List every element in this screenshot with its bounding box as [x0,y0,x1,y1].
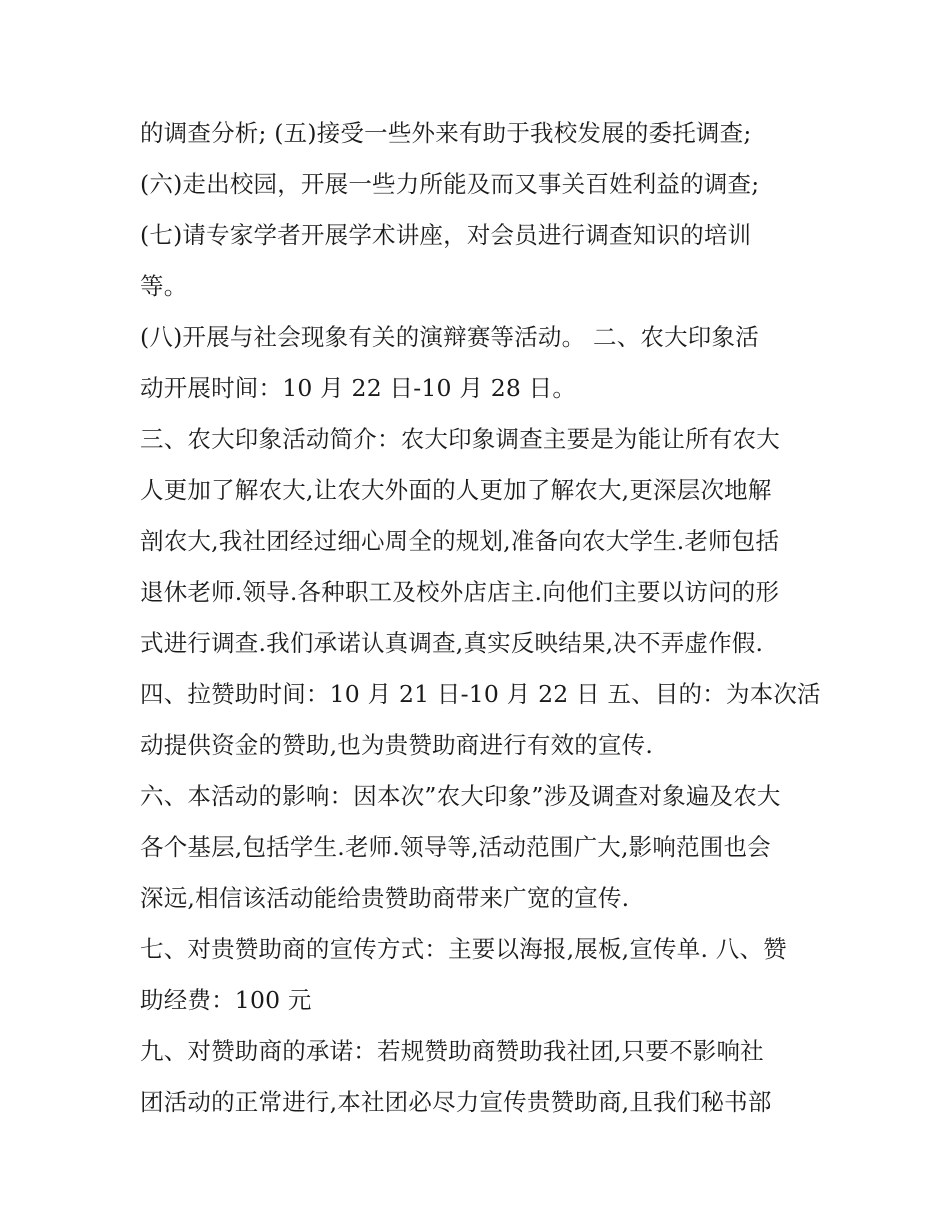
text-line: 剖农大,我社团经过细心周全的规划,准备向农大学生.老师包括 [140,527,780,555]
text-line: 七、对贵赞助商的宣传方式：主要以海报,展板,宣传单. 八、赞 [140,935,787,963]
text-line: 九、对赞助商的承诺：若规赞助商赞助我社团,只要不影响社 [140,1037,764,1065]
text-line: 六、本活动的影响：因本次”农大印象”涉及调查对象遍及农大 [140,782,781,810]
text-line: 各个基层,包括学生.老师.领导等,活动范围广大,影响范围也会 [140,833,771,861]
text-line: 等。 [140,272,188,300]
document-body [140,108,830,1128]
text-line: 三、农大印象活动简介：农大印象调查主要是为能让所有农大 [140,425,780,453]
text-line: 助经费：100 元 [140,986,312,1014]
text-line: 动提供资金的赞助,也为贵赞助商进行有效的宣传. [140,731,654,759]
text-line: 四、拉赞助时间：10 月 21 日-10 月 22 日 五、目的：为本次活 [140,680,821,708]
text-line: 团活动的正常进行,本社团必尽力宣传贵赞助商,且我们秘书部 [140,1088,772,1116]
text-line: (七)请专家学者开展学术讲座，对会员进行调查知识的培训 [140,221,752,249]
text-line: 动开展时间：10 月 22 日-10 月 28 日。 [140,374,577,402]
text-line: 人更加了解农大,让农大外面的人更加了解农大,更深层次地解 [140,476,772,504]
text-line: 的调查分析; (五)接受一些外来有助于我校发展的委托调查; [140,119,752,147]
text-line: (六)走出校园，开展一些力所能及而又事关百姓利益的调查; [140,170,760,198]
text-line: (八)开展与社会现象有关的演辩赛等活动。 二、农大印象活 [140,323,759,351]
text-line: 深远,相信该活动能给贵赞助商带来广宽的宣传. [140,884,630,912]
text-line: 退休老师.领导.各种职工及校外店店主.向他们主要以访问的形 [140,578,780,606]
text-line: 式进行调查.我们承诺认真调查,真实反映结果,决不弄虚作假. [140,629,764,657]
